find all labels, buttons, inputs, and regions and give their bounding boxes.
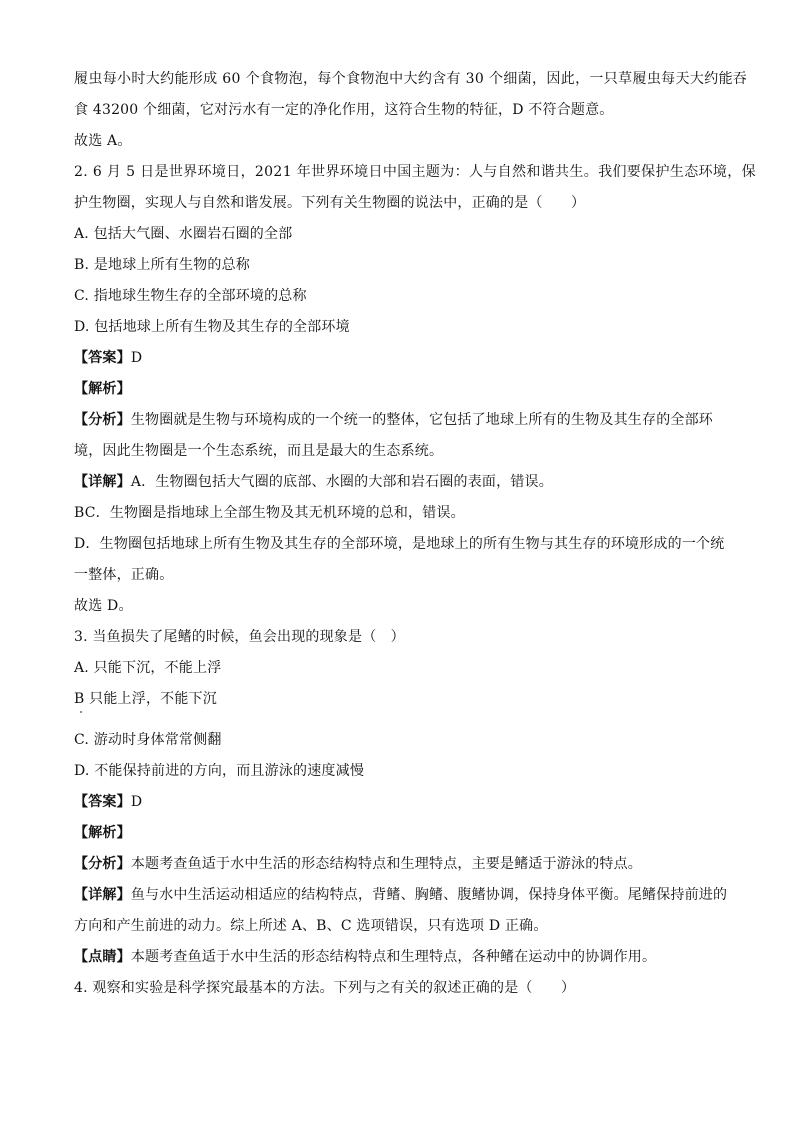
- document-page: [74, 64, 756, 1004]
- dianjing-line: [74, 942, 724, 973]
- text-line: 履虫每小时大约能形成 60 个食物泡，每个食物泡中大约含有 30 个细菌，因此，一只草履虫每天大约能吞: [74, 71, 748, 87]
- question-2-stem: 2. 6 月 5 日是世界环境日，2021 年世界环境日中国主题为：人与自然和谐共生。我们要保护生态环境，保: [74, 164, 756, 180]
- xiangjie-line: 一整体，正确。: [74, 567, 174, 583]
- fenxi-line: [74, 405, 724, 436]
- analysis-tag: 【解析】: [74, 825, 131, 841]
- analysis-heading: [74, 818, 724, 849]
- xiangjie-tag: 【详解】: [74, 887, 131, 903]
- spacer: [74, 715, 724, 725]
- fenxi-tag: 【分析】: [74, 412, 131, 428]
- question-3-stem: 3. 当鱼损失了尾鳍的时候，鱼会出现的现象是（ ）: [74, 629, 405, 645]
- xiangjie-line: BC．生物圈是指地球上全部生物及其无机环境的总和，错误。: [74, 505, 465, 521]
- answer-line: [74, 343, 724, 374]
- xiangjie-text: A．生物圈包括大气圈的底部、水圈的大部和岩石圈的表面，错误。: [130, 474, 553, 490]
- option-b: B. 是地球上所有生物的总称: [74, 257, 250, 273]
- xiangjie-line: [74, 880, 728, 911]
- question-4-stem: 4. 观察和实验是科学探究最基本的方法。下列与之有关的叙述正确的是（ ）: [74, 980, 576, 996]
- analysis-heading: [74, 374, 724, 405]
- xiangjie-text: 鱼与水中生活运动相适应的结构特点，背鳍、胸鳍、腹鳍协调，保持身体平衡。尾鳍保持前进的: [130, 887, 728, 903]
- xiangjie-line: 方向和产生前进的动力。综上所述 A、B、C 选项错误，只有选项 D 正确。: [74, 918, 548, 934]
- fenxi-text: 本题考查鱼适于水中生活的形态结构特点和生理特点，主要是鳍适于游泳的特点。: [130, 856, 643, 872]
- option-d: D. 包括地球上所有生物及其生存的全部环境: [74, 319, 350, 335]
- dianjing-tag: 【点睛】: [74, 949, 131, 965]
- xiangjie-line: D．生物圈包括地球上所有生物及其生存的全部环境，是地球上的所有生物与其生存的环境形成的一个统: [74, 536, 725, 552]
- option-c: C. 指地球生物生存的全部环境的总称: [74, 288, 307, 304]
- option-a: A. 只能下沉，不能上浮: [74, 660, 222, 676]
- text-line: 食 43200 个细菌，它对污水有一定的净化作用，这符合生物的特征，D 不符合题意。: [74, 102, 614, 118]
- xiangjie-line: [74, 467, 724, 498]
- choose-line: 故选 D。: [74, 598, 133, 614]
- answer-tag: 【答案】: [74, 350, 131, 366]
- option-c: C. 游动时身体常常侧翻: [74, 732, 222, 748]
- option-a: A. 包括大气圈、水圈岩石圈的全部: [74, 226, 293, 242]
- answer-line: [74, 787, 724, 818]
- answer-value: D: [130, 350, 143, 366]
- option-d: D. 不能保持前进的方向，而且游泳的速度减慢: [74, 763, 365, 779]
- answer-value: D: [130, 794, 143, 810]
- stray-dot: [80, 711, 82, 713]
- option-b: B 只能上浮，不能下沉: [74, 691, 217, 707]
- dianjing-text: 本题考查鱼适于水中生活的形态结构特点和生理特点，各种鳍在运动中的协调作用。: [130, 949, 657, 965]
- question-2-stem: 护生物圈，实现人与自然和谐发展。下列有关生物圈的说法中，正确的是（ ）: [74, 195, 586, 211]
- xiangjie-tag: 【详解】: [74, 474, 131, 490]
- analysis-tag: 【解析】: [74, 381, 131, 397]
- fenxi-tag: 【分析】: [74, 856, 131, 872]
- answer-tag: 【答案】: [74, 794, 131, 810]
- fenxi-text: 生物圈就是生物与环境构成的一个统一的整体，它包括了地球上所有的生物及其生存的全部环: [130, 412, 714, 428]
- text-line: 故选 A。: [74, 133, 132, 149]
- fenxi-line: 境，因此生物圈是一个生态系统，而且是最大的生态系统。: [74, 443, 444, 459]
- fenxi-line: [74, 849, 724, 880]
